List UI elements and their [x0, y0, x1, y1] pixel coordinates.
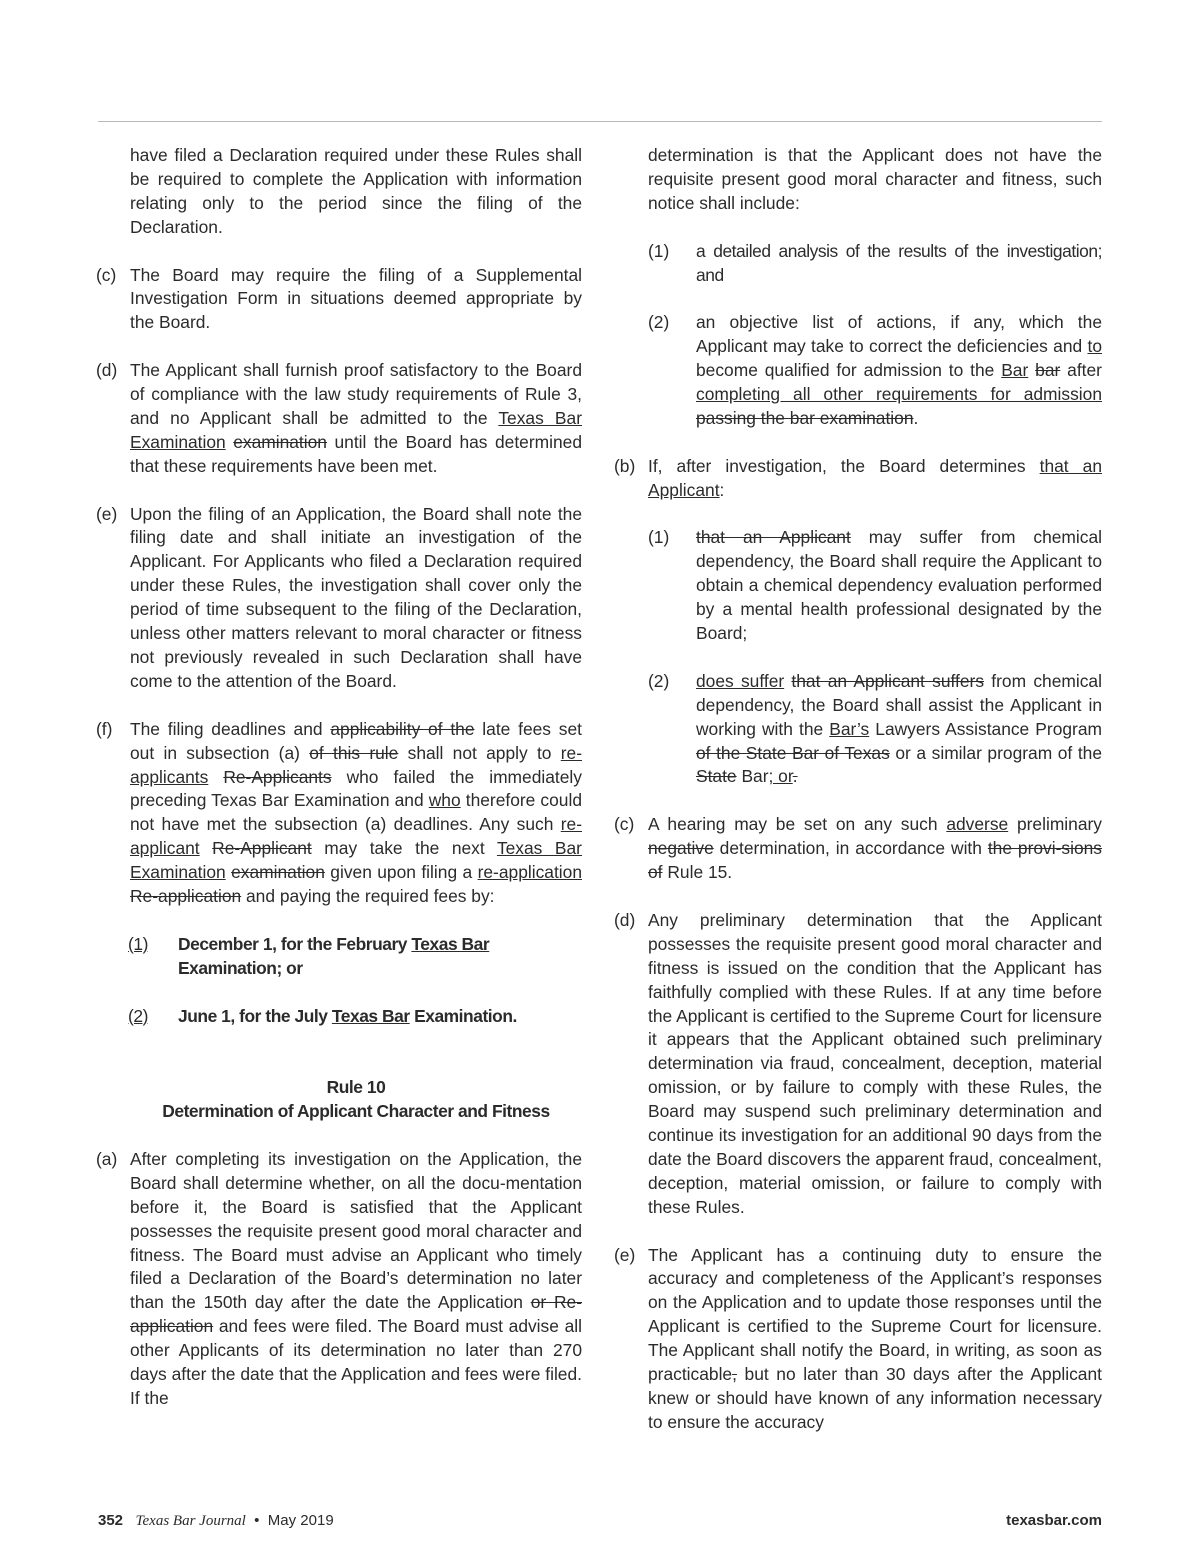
item-e-text: Upon the filing of an Application, the Board shall note the filing date and shall initiate an investigation of the Applicant. For Applicants who filed a Declaration required under these Rules, the investigation shall cover only the period of time subsequent to the filing of the Declaration, unless other matters relevant to moral character or fitness not previously revealed in such Declaration shall have come to the attention of the Board.	[130, 503, 582, 691]
item-f-text: therefore could not have met the subsection (a) deadlines. Any such	[130, 790, 583, 835]
item-e-right	[614, 1244, 1102, 1435]
item-b-1-text: may suffer from chemical dependency, the Board shall require the Applicant to obtain a chemical dependency evaluation performed by a mental health professional designated by the Board;	[696, 527, 1102, 644]
deadline-text: Examination.	[409, 1005, 517, 1026]
item-c	[96, 264, 582, 336]
item-b-2-text: Bar	[736, 766, 769, 787]
notice-item-2	[614, 311, 1102, 431]
footer-bullet: •	[254, 1512, 260, 1529]
inserted-text: re-application	[477, 862, 582, 883]
item-f-text: given upon filing a	[324, 862, 478, 883]
item-c-right-label: (c)	[614, 814, 635, 835]
deleted-text: of the State Bar of Texas	[696, 742, 890, 763]
deleted-text: of this rule	[309, 742, 399, 763]
item-f-text: late fees set out in subsection (a)	[130, 718, 582, 763]
notice-item-1-label: (1)	[648, 240, 670, 261]
deleted-text: or Re-application	[130, 1292, 582, 1337]
item-f-text: who failed the immediately preceding Texas Bar Examination and	[130, 766, 582, 811]
right-column	[614, 144, 1102, 1459]
inserted-text: Bar	[1001, 360, 1029, 381]
inserted-text: Texas Bar	[411, 933, 490, 954]
item-f-2	[96, 1005, 582, 1029]
notice-item-2-text: .	[913, 407, 919, 428]
item-f-label: (f)	[96, 718, 113, 739]
item-d-label: (d)	[96, 360, 118, 381]
deadline-text: December 1, for the February	[178, 933, 412, 954]
inserted-text: who	[428, 790, 461, 811]
left-intro-paragraph: have filed a Declaration required under these Rules shall be required to complete the Application with information relating only to the period since the filing of the Declaration.	[130, 145, 582, 237]
rule10-item-a-text: After completing its investigation on the Application, the Board shall determine whether, on all the docu-mentation before it, the Board is satisfied that the Applicant possesses the requisite present good moral character and fitness. The Board must advise an Applicant who timely filed a Declaration of the Board’s determination no later than the 150th day after the date the Application	[130, 1148, 582, 1313]
item-b-2-label: (2)	[648, 670, 670, 691]
notice-item-2-text: become qualified for admission to the	[696, 360, 1002, 381]
item-d-right	[614, 909, 1102, 1220]
notice-item-2-label: (2)	[648, 312, 670, 333]
item-b-2-text: from chemical dependency, the Board shall assist the Applicant in working with the	[696, 670, 1102, 739]
deleted-text: State	[696, 766, 737, 787]
inserted-text: Texas Bar Examination	[130, 838, 582, 883]
left-column	[96, 144, 582, 1435]
item-b-1	[614, 526, 1102, 646]
item-c-right-text: A hearing may be set on any such	[648, 814, 947, 835]
item-c-label: (c)	[96, 264, 117, 285]
deleted-text: that an Applicant	[696, 527, 851, 548]
right-intro-paragraph: determination is that the Applicant does not have the requisite present good moral character and fitness, such notice shall include:	[648, 145, 1102, 213]
deleted-text: examination	[231, 862, 325, 883]
journal-name: Texas Bar Journal	[135, 1513, 246, 1529]
rule10-item-a-label: (a)	[96, 1148, 118, 1169]
notice-item-1-text: a detailed analysis of the results of the investigation; and	[696, 240, 1102, 285]
deleted-text: ,	[732, 1364, 737, 1385]
issue-date: May 2019	[267, 1512, 334, 1529]
header-rule	[98, 121, 1102, 122]
item-f-2-label: (2)	[128, 1005, 148, 1026]
deleted-text: that an Applicant suffers	[791, 670, 985, 691]
item-b-text: :	[719, 479, 725, 500]
item-d	[96, 359, 582, 479]
deleted-text: the provi-sions of	[648, 838, 1103, 883]
page-footer	[98, 1512, 1102, 1536]
inserted-text: re-applicants	[130, 742, 583, 787]
item-f-text: The filing deadlines and	[130, 718, 331, 739]
item-f-text: may take the next	[311, 838, 497, 859]
item-b-label: (b)	[614, 455, 636, 476]
deleted-text: applicability of the	[330, 718, 475, 739]
item-e-right-label: (e)	[614, 1244, 636, 1265]
item-e-right-text: The Applicant has a continuing duty to ensure the accuracy and completeness of the Applicant’s responses on the Application and to update those responses until the Applicant is certified to the Supreme Court for licensure. The Applicant shall notify the Board, in writing, as soon as practicable	[648, 1244, 1102, 1385]
rule-title: Rule 10	[326, 1077, 386, 1098]
inserted-text: adverse	[946, 814, 1009, 835]
item-c-right-text: determination, in accordance with	[713, 838, 988, 859]
inserted-text: ; or	[768, 766, 793, 787]
item-f-1-label: (1)	[128, 933, 148, 954]
inserted-text: Texas Bar	[331, 1005, 410, 1026]
deadline-text: June 1, for the July	[178, 1005, 332, 1026]
inserted-text: re-applicant	[130, 814, 582, 859]
item-c-text: The Board may require the filing of a Supplemental Investigation Form in situations deemed appropriate by the Board.	[130, 264, 582, 333]
inserted-text: that an Applicant	[648, 455, 1102, 500]
inserted-text: Bar’s	[829, 718, 870, 739]
item-f-1	[96, 933, 582, 981]
inserted-text: Texas Bar Examination	[130, 407, 582, 452]
deleted-text: .	[792, 766, 798, 787]
rule10-item-a-text: and fees were filed. The Board must advise all other Applicants of its determination no later than 270 days after the date that the Application and fees were filed. If the	[130, 1316, 582, 1408]
item-b-2	[614, 670, 1102, 790]
footer-left	[98, 1512, 334, 1530]
notice-item-1	[614, 240, 1102, 288]
deleted-text: Re-Applicant	[212, 838, 312, 859]
item-f	[96, 718, 582, 909]
rule-subtitle: Determination of Applicant Character and Fitness	[162, 1101, 550, 1122]
item-b-2-text: or a similar program of the	[889, 742, 1102, 763]
item-c-right-text: preliminary	[1008, 814, 1102, 835]
item-f-text: shall not apply to	[398, 742, 561, 763]
notice-item-2-text: after	[1060, 360, 1102, 381]
deadline-text: Examination; or	[178, 957, 303, 978]
item-f-text: and paying the required fees by:	[241, 886, 495, 907]
deleted-text: bar	[1035, 360, 1061, 381]
item-c-right	[614, 813, 1102, 885]
inserted-text: completing all other requirements for admission	[696, 384, 1102, 405]
page-number: 352	[98, 1512, 124, 1529]
deleted-text: passing the bar examination	[696, 407, 914, 428]
inserted-text: does suffer	[696, 670, 785, 691]
deleted-text: negative	[648, 838, 714, 859]
item-d-right-text: Any preliminary determination that the Applicant possesses the requisite present good moral character and fitness is issued on the condition that the Applicant has faithfully complied with these Rules. If at any time before the Applicant is certified to the Supreme Court for licensure it appears that the Applicant obtained such preliminary determination via fraud, concealment, deception, material omission, or by failure to comply with these Rules, the Board may suspend such preliminary determination and continue its investigation for an additional 90 days from the date the Board discovers the apparent fraud, concealment, deception, material omission, or failure to comply with these Rules.	[648, 909, 1102, 1217]
item-e-right-text: but no later than 30 days after the Applicant knew or should have known of any information necessary to ensure the accuracy	[648, 1364, 1102, 1432]
deleted-text: Re-Applicants	[223, 766, 332, 787]
item-e	[96, 503, 582, 694]
item-c-right-text: Rule 15.	[662, 862, 733, 883]
deleted-text: examination	[233, 431, 327, 452]
item-e-label: (e)	[96, 503, 118, 524]
item-d-text: The Applicant shall furnish proof satisfactory to the Board of compliance with the law study requirements of Rule 3, and no Applicant shall be admitted to the	[130, 360, 582, 428]
notice-item-2-text: an objective list of actions, if any, which the Applicant may take to correct the deficiencies and	[696, 312, 1102, 357]
item-b-text: If, after investigation, the Board determines	[648, 455, 1040, 476]
item-d-right-label: (d)	[614, 909, 636, 930]
item-b-2-text: Lawyers Assistance Program	[869, 718, 1102, 739]
item-b	[614, 455, 1102, 503]
inserted-text: to	[1087, 336, 1102, 357]
item-d-text: until the Board has determined that these requirements have been met.	[130, 431, 582, 476]
website-link[interactable]: texasbar.com	[1006, 1512, 1102, 1529]
rule10-item-a	[96, 1148, 582, 1411]
item-b-1-label: (1)	[648, 527, 670, 548]
deleted-text: Re-application	[130, 886, 242, 907]
